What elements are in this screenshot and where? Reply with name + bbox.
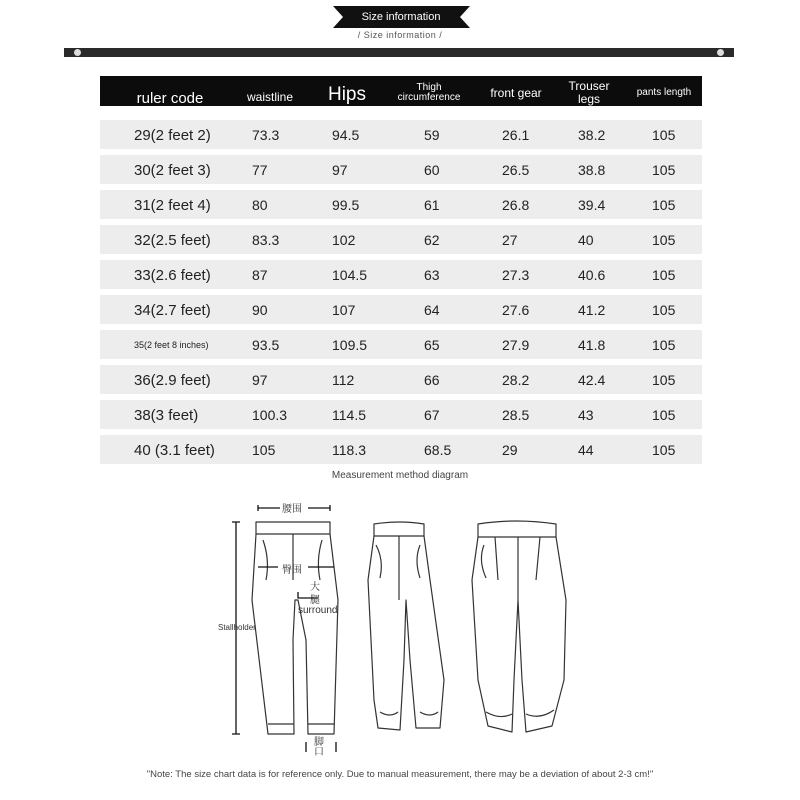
label-hip: 臀围 bbox=[282, 565, 302, 576]
cell-front: 28.5 bbox=[502, 407, 530, 423]
cell-size: 36(2.9 feet) bbox=[134, 372, 211, 389]
cell-front: 26.8 bbox=[502, 197, 530, 213]
cell-thigh: 59 bbox=[424, 127, 440, 143]
cell-length: 105 bbox=[652, 302, 676, 318]
cell-waist: 80 bbox=[252, 197, 268, 213]
cell-waist: 83.3 bbox=[252, 232, 280, 248]
cell-front: 26.1 bbox=[502, 127, 530, 143]
cell-legs: 41.2 bbox=[578, 302, 606, 318]
cell-thigh: 64 bbox=[424, 302, 440, 318]
cell-thigh: 65 bbox=[424, 337, 440, 353]
cell-hips: 109.5 bbox=[332, 337, 368, 353]
cell-thigh: 61 bbox=[424, 197, 440, 213]
header-size: ruler code bbox=[136, 90, 204, 108]
cell-length: 105 bbox=[652, 127, 676, 143]
cell-front: 27.9 bbox=[502, 337, 530, 353]
cell-size: 33(2.6 feet) bbox=[134, 267, 211, 284]
cell-front: 27.3 bbox=[502, 267, 530, 283]
label-thigh-en: surround bbox=[298, 605, 338, 616]
cell-hips: 94.5 bbox=[332, 127, 360, 143]
cell-size: 29(2 feet 2) bbox=[134, 127, 211, 144]
header-pants-length: pants length bbox=[636, 86, 692, 98]
cell-legs: 39.4 bbox=[578, 197, 606, 213]
cell-hips: 114.5 bbox=[332, 407, 366, 423]
cell-length: 105 bbox=[652, 162, 676, 178]
cell-size: 31(2 feet 4) bbox=[134, 197, 211, 214]
cell-waist: 90 bbox=[252, 302, 268, 318]
cell-size: 30(2 feet 3) bbox=[134, 162, 211, 179]
header-hips: Hips bbox=[327, 84, 366, 106]
cell-front: 28.2 bbox=[502, 372, 530, 388]
cell-waist: 97 bbox=[252, 372, 268, 388]
cell-legs: 38.2 bbox=[578, 127, 606, 143]
cell-length: 105 bbox=[652, 197, 676, 213]
cell-length: 105 bbox=[652, 442, 676, 458]
header-thigh: Thigh circumference bbox=[397, 81, 461, 103]
cell-waist: 100.3 bbox=[252, 407, 288, 423]
cell-thigh: 62 bbox=[424, 232, 440, 248]
header-waist: waistline bbox=[246, 89, 294, 104]
cell-length: 105 bbox=[652, 232, 676, 248]
label-length: Stallholder bbox=[218, 623, 256, 632]
cell-legs: 44 bbox=[578, 442, 594, 458]
cell-thigh: 67 bbox=[424, 407, 440, 423]
label-thigh-top: 大 bbox=[310, 582, 320, 593]
cell-hips: 97 bbox=[332, 162, 348, 178]
cell-legs: 38.8 bbox=[578, 162, 606, 178]
cell-size: 34(2.7 feet) bbox=[134, 302, 211, 319]
cell-hips: 104.5 bbox=[332, 267, 368, 283]
label-foot: 脚口 bbox=[314, 737, 324, 758]
cell-waist: 73.3 bbox=[252, 127, 280, 143]
disclaimer-note: "Note: The size chart data is for reference only. Due to manual measurement, there may be a deviation of about 2-3 cm!" bbox=[146, 769, 654, 780]
cell-thigh: 68.5 bbox=[424, 442, 452, 458]
cell-length: 105 bbox=[652, 407, 676, 423]
cell-length: 105 bbox=[652, 267, 676, 283]
cell-length: 105 bbox=[652, 372, 676, 388]
cell-hips: 112 bbox=[332, 372, 355, 388]
cell-size: 32(2.5 feet) bbox=[134, 232, 211, 249]
cell-legs: 42.4 bbox=[578, 372, 606, 388]
diagram-caption: Measurement method diagram bbox=[331, 470, 469, 481]
cell-size: 35(2 feet 8 inches) bbox=[134, 340, 209, 350]
cell-thigh: 63 bbox=[424, 267, 440, 283]
cell-waist: 87 bbox=[252, 267, 268, 283]
cell-hips: 102 bbox=[332, 232, 356, 248]
page-title: Size information bbox=[348, 6, 454, 28]
cell-waist: 93.5 bbox=[252, 337, 280, 353]
header-trouser-legs: Trouser legs bbox=[568, 79, 610, 106]
cell-legs: 40.6 bbox=[578, 267, 606, 283]
cell-thigh: 66 bbox=[424, 372, 440, 388]
cell-legs: 41.8 bbox=[578, 337, 606, 353]
cell-length: 105 bbox=[652, 337, 676, 353]
cell-front: 27.6 bbox=[502, 302, 530, 318]
label-waist: 腰围 bbox=[282, 504, 302, 515]
pants-front-view bbox=[252, 522, 338, 734]
cell-hips: 99.5 bbox=[332, 197, 360, 213]
cell-size: 40 (3.1 feet) bbox=[134, 442, 215, 459]
label-thigh-mid: 腿 bbox=[310, 595, 320, 606]
cell-hips: 118.3 bbox=[332, 442, 366, 458]
cell-waist: 105 bbox=[252, 442, 276, 458]
cell-thigh: 60 bbox=[424, 162, 440, 178]
cell-legs: 40 bbox=[578, 232, 594, 248]
cell-size: 38(3 feet) bbox=[134, 407, 199, 424]
cell-front: 29 bbox=[502, 442, 518, 458]
pants-side-view bbox=[368, 522, 444, 730]
cell-waist: 77 bbox=[252, 162, 268, 178]
pants-back-view bbox=[472, 521, 566, 732]
header-front-gear: front gear bbox=[490, 85, 542, 100]
cell-hips: 107 bbox=[332, 302, 356, 318]
cell-legs: 43 bbox=[578, 407, 594, 423]
cell-front: 26.5 bbox=[502, 162, 530, 178]
cell-front: 27 bbox=[502, 232, 518, 248]
page-subtitle: / Size information / bbox=[357, 30, 443, 40]
